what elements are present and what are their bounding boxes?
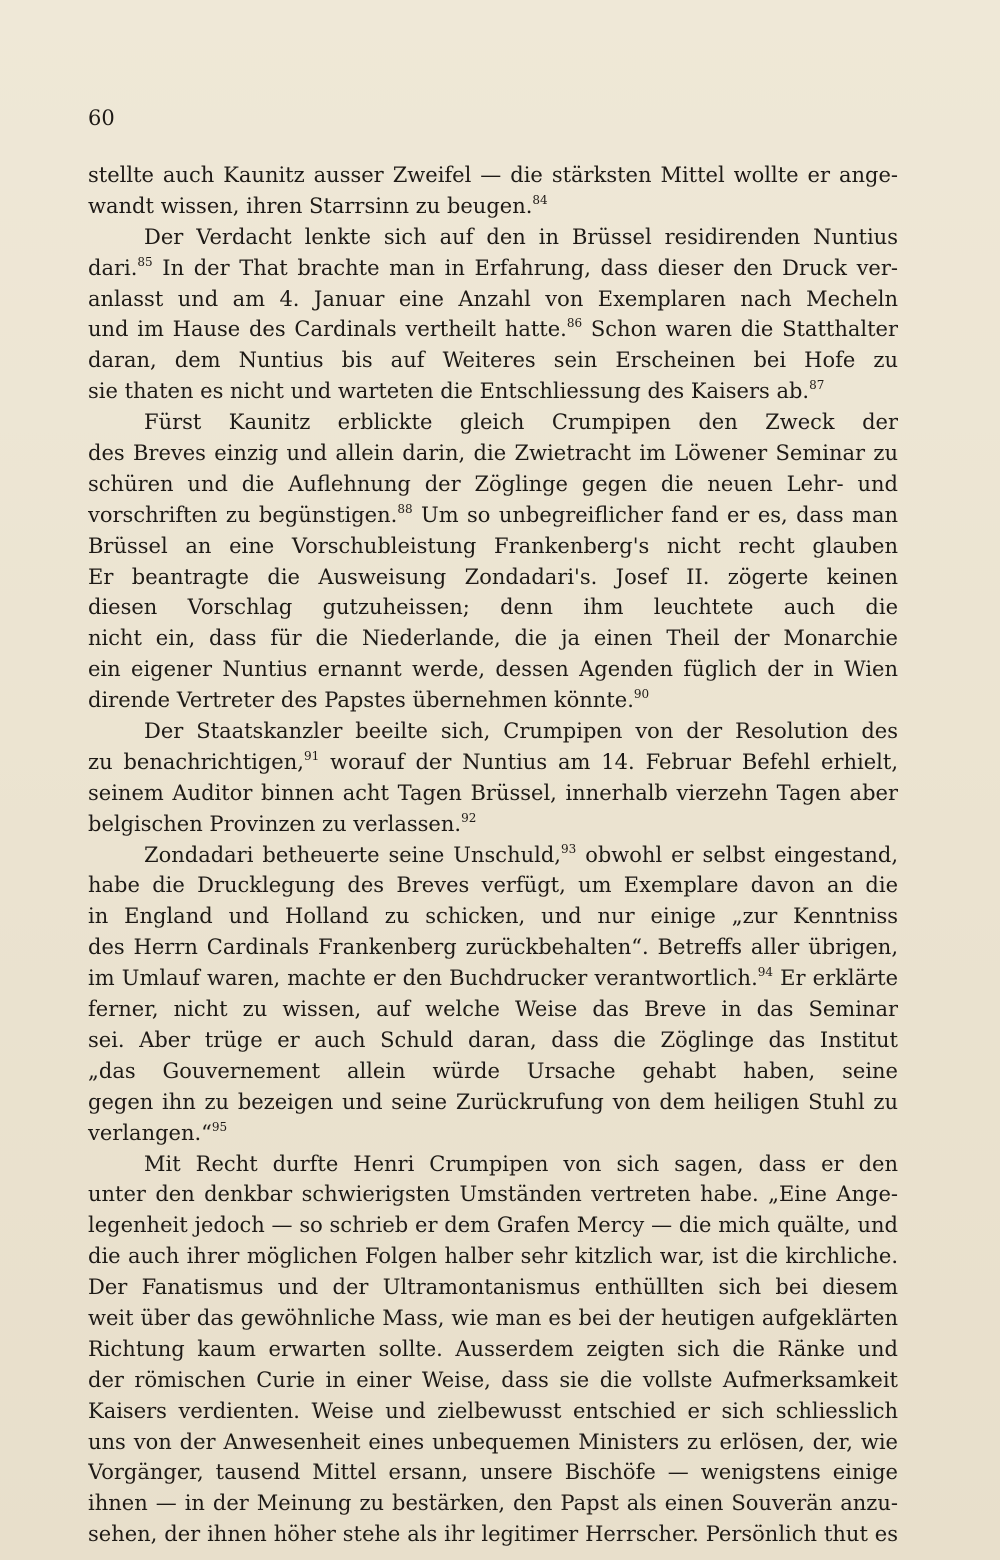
- line-text: daran, dem Nuntius bis auf Weiteres sein Erscheinen bei Hofe zu: [88, 348, 898, 373]
- text-line: [88, 685, 898, 716]
- line-text: Fürst Kaunitz erblickte gleich Crumpipen den Zweck der: [144, 410, 898, 435]
- page-number: 60: [88, 106, 115, 130]
- line-text: ihnen — in der Meinung zu bestärken, den Papst als einen Souverän anzu-: [88, 1491, 898, 1516]
- text-line: [88, 500, 898, 531]
- footnote-marker: 94: [757, 965, 774, 980]
- line-text: uns von der Anwesenheit eines unbequemen Ministers zu erlösen, der, wie: [88, 1429, 898, 1454]
- line-text: im Umlauf waren, machte er den Buchdrucker verantwortlich.: [88, 966, 758, 991]
- footnote-marker: 90: [633, 687, 650, 702]
- line-text: Mit Recht durfte Henri Crumpipen von sich sagen, dass er den: [144, 1151, 898, 1176]
- line-text-continuation: In der That brachte man in Erfahrung, dass dieser den Druck ver-: [152, 255, 898, 280]
- footnote-marker: 84: [532, 192, 548, 207]
- line-text: legenheit jedoch — so schrieb er dem Grafen Mercy — die mich quälte, und: [88, 1213, 898, 1238]
- footnote-marker: 85: [137, 254, 153, 269]
- line-text: Brüssel an eine Vorschubleistung Frankenberg's nicht recht glauben: [88, 533, 898, 558]
- line-text: nicht ein, dass für die Niederlande, die ja einen Theil der Monarchie: [88, 626, 898, 651]
- line-text: habe die Drucklegung des Breves verfügt, um Exemplare davon an die: [88, 873, 898, 898]
- text-line: [88, 994, 898, 1025]
- line-text: in England und Holland zu schicken, und nur einige „zur Kenntniss: [88, 904, 898, 929]
- text-line: [88, 1396, 898, 1427]
- line-text-continuation: worauf der Nuntius am 14. Februar Befehl erhielt,: [330, 749, 898, 774]
- text-line: [88, 716, 898, 747]
- text-line: [88, 623, 898, 654]
- text-line: [88, 160, 898, 191]
- line-text: sie thaten es nicht und warteten die Entschliessung des Kaisers ab.: [88, 379, 810, 404]
- text-line: [88, 284, 898, 315]
- text-line: [88, 1025, 898, 1056]
- text-line: [88, 253, 898, 284]
- text-line: [88, 1118, 898, 1149]
- text-line: [88, 1427, 898, 1458]
- text-line: [88, 1488, 898, 1519]
- line-text: ferner, nicht zu wissen, auf welche Weise das Breve in das Seminar: [88, 997, 898, 1022]
- text-line: [88, 191, 898, 222]
- footnote-marker: 88: [397, 501, 413, 516]
- text-line: [88, 1149, 898, 1180]
- line-text: „das Gouvernement allein würde Ursache gehabt haben, seine: [88, 1058, 898, 1083]
- text-line: [88, 1056, 898, 1087]
- text-line: [88, 1210, 898, 1241]
- line-text: Vorgänger, tausend Mittel ersann, unsere Bischöfe — wenigstens einige: [88, 1460, 898, 1485]
- line-text: belgischen Provinzen zu verlassen.: [88, 811, 462, 836]
- footnote-marker: 93: [560, 841, 577, 856]
- text-line: [88, 562, 898, 593]
- line-text: Zondadari betheuerte seine Unschuld,: [144, 842, 561, 867]
- text-line: [88, 592, 898, 623]
- line-text: sehen, der ihnen höher stehe als ihr legitimer Herrscher. Persönlich thut es: [88, 1522, 898, 1547]
- line-text: die auch ihrer möglichen Folgen halber sehr kitzlich war, ist die kirchliche.: [88, 1244, 898, 1269]
- footnote-marker: 92: [461, 810, 477, 825]
- line-text: dari.: [88, 255, 138, 280]
- text-line: [88, 1365, 898, 1396]
- line-text: verlangen.“: [88, 1120, 212, 1145]
- line-text: anlasst und am 4. Januar eine Anzahl von Exemplaren nach Mecheln: [88, 286, 898, 311]
- footnote-marker: 95: [211, 1119, 228, 1134]
- footnote-marker: 87: [809, 378, 825, 393]
- line-text: des Breves einzig und allein darin, die Zwietracht im Löwener Seminar zu: [88, 441, 898, 466]
- line-text: des Herrn Cardinals Frankenberg zurückbehalten“. Betreffs aller übrigen,: [88, 935, 898, 960]
- footnote-marker: 86: [566, 316, 583, 331]
- line-text: sei. Aber trüge er auch Schuld daran, dass die Zöglinge das Institut: [88, 1027, 898, 1052]
- text-line: [88, 963, 898, 994]
- line-text: seinem Auditor binnen acht Tagen Brüssel, innerhalb vierzehn Tagen aber: [88, 780, 898, 805]
- line-text-continuation: obwohl er selbst eingestand,: [585, 842, 898, 867]
- line-text: schüren und die Auflehnung der Zöglinge gegen die neuen Lehr- und: [88, 471, 898, 496]
- text-line: [88, 531, 898, 562]
- text-line: [88, 778, 898, 809]
- line-text: Richtung kaum erwarten sollte. Ausserdem zeigten sich die Ränke und: [88, 1336, 898, 1361]
- line-text: diesen Vorschlag gutzuheissen; denn ihm leuchtete auch die: [88, 595, 898, 620]
- text-line: [88, 469, 898, 500]
- text-line: [88, 932, 898, 963]
- text-line: [88, 376, 898, 407]
- line-text: zu benachrichtigen,: [88, 749, 304, 774]
- text-line: [88, 1179, 898, 1210]
- text-line: [88, 840, 898, 871]
- text-line: [88, 438, 898, 469]
- text-line: [88, 809, 898, 840]
- body-text: [88, 160, 898, 1550]
- text-line: [88, 1272, 898, 1303]
- line-text: Der Verdacht lenkte sich auf den in Brüssel residirenden Nuntius: [144, 224, 898, 249]
- line-text: ein eigener Nuntius ernannt werde, dessen Agenden füglich der in Wien: [88, 657, 898, 682]
- line-text-continuation: Um so unbegreiflicher fand er es, dass man: [421, 502, 898, 527]
- line-text: Der Staatskanzler beeilte sich, Crumpipen von der Resolution des: [144, 719, 898, 744]
- text-line: [88, 654, 898, 685]
- footnote-marker: 91: [303, 748, 320, 763]
- text-line: [88, 407, 898, 438]
- text-line: [88, 222, 898, 253]
- line-text: vorschriften zu begünstigen.: [88, 502, 398, 527]
- line-text: Er beantragte die Ausweisung Zondadari's. Josef II. zögerte keinen: [88, 564, 898, 589]
- line-text: Kaisers verdienten. Weise und zielbewusst entschied er sich schliesslich: [88, 1398, 898, 1423]
- line-text: wandt wissen, ihren Starrsinn zu beugen.: [88, 193, 533, 218]
- line-text: Der Fanatismus und der Ultramontanismus enthüllten sich bei diesem: [88, 1275, 898, 1300]
- text-line: [88, 314, 898, 345]
- line-text: gegen ihn zu bezeigen und seine Zurückrufung von dem heiligen Stuhl zu: [88, 1089, 898, 1114]
- text-line: [88, 1303, 898, 1334]
- text-line: [88, 1087, 898, 1118]
- text-line: [88, 1334, 898, 1365]
- line-text: und im Hause des Cardinals vertheilt hatte.: [88, 317, 567, 342]
- text-line: [88, 747, 898, 778]
- line-text: dirende Vertreter des Papstes übernehmen könnte.: [88, 688, 634, 713]
- text-line: [88, 870, 898, 901]
- line-text: der römischen Curie in einer Weise, dass sie die vollste Aufmerksamkeit: [88, 1367, 898, 1392]
- line-text: weit über das gewöhnliche Mass, wie man es bei der heutigen aufgeklärten: [88, 1305, 898, 1330]
- text-line: [88, 1519, 898, 1550]
- text-line: [88, 1457, 898, 1488]
- line-text-continuation: Schon waren die Statthalter: [590, 317, 898, 342]
- text-line: [88, 901, 898, 932]
- line-text: unter den denkbar schwierigsten Umständen vertreten habe. „Eine Ange-: [88, 1182, 898, 1207]
- line-text-continuation: Er erklärte: [773, 966, 898, 991]
- text-line: [88, 1241, 898, 1272]
- line-text: stellte auch Kaunitz ausser Zweifel — die stärksten Mittel wollte er ange-: [88, 163, 898, 187]
- text-line: [88, 345, 898, 376]
